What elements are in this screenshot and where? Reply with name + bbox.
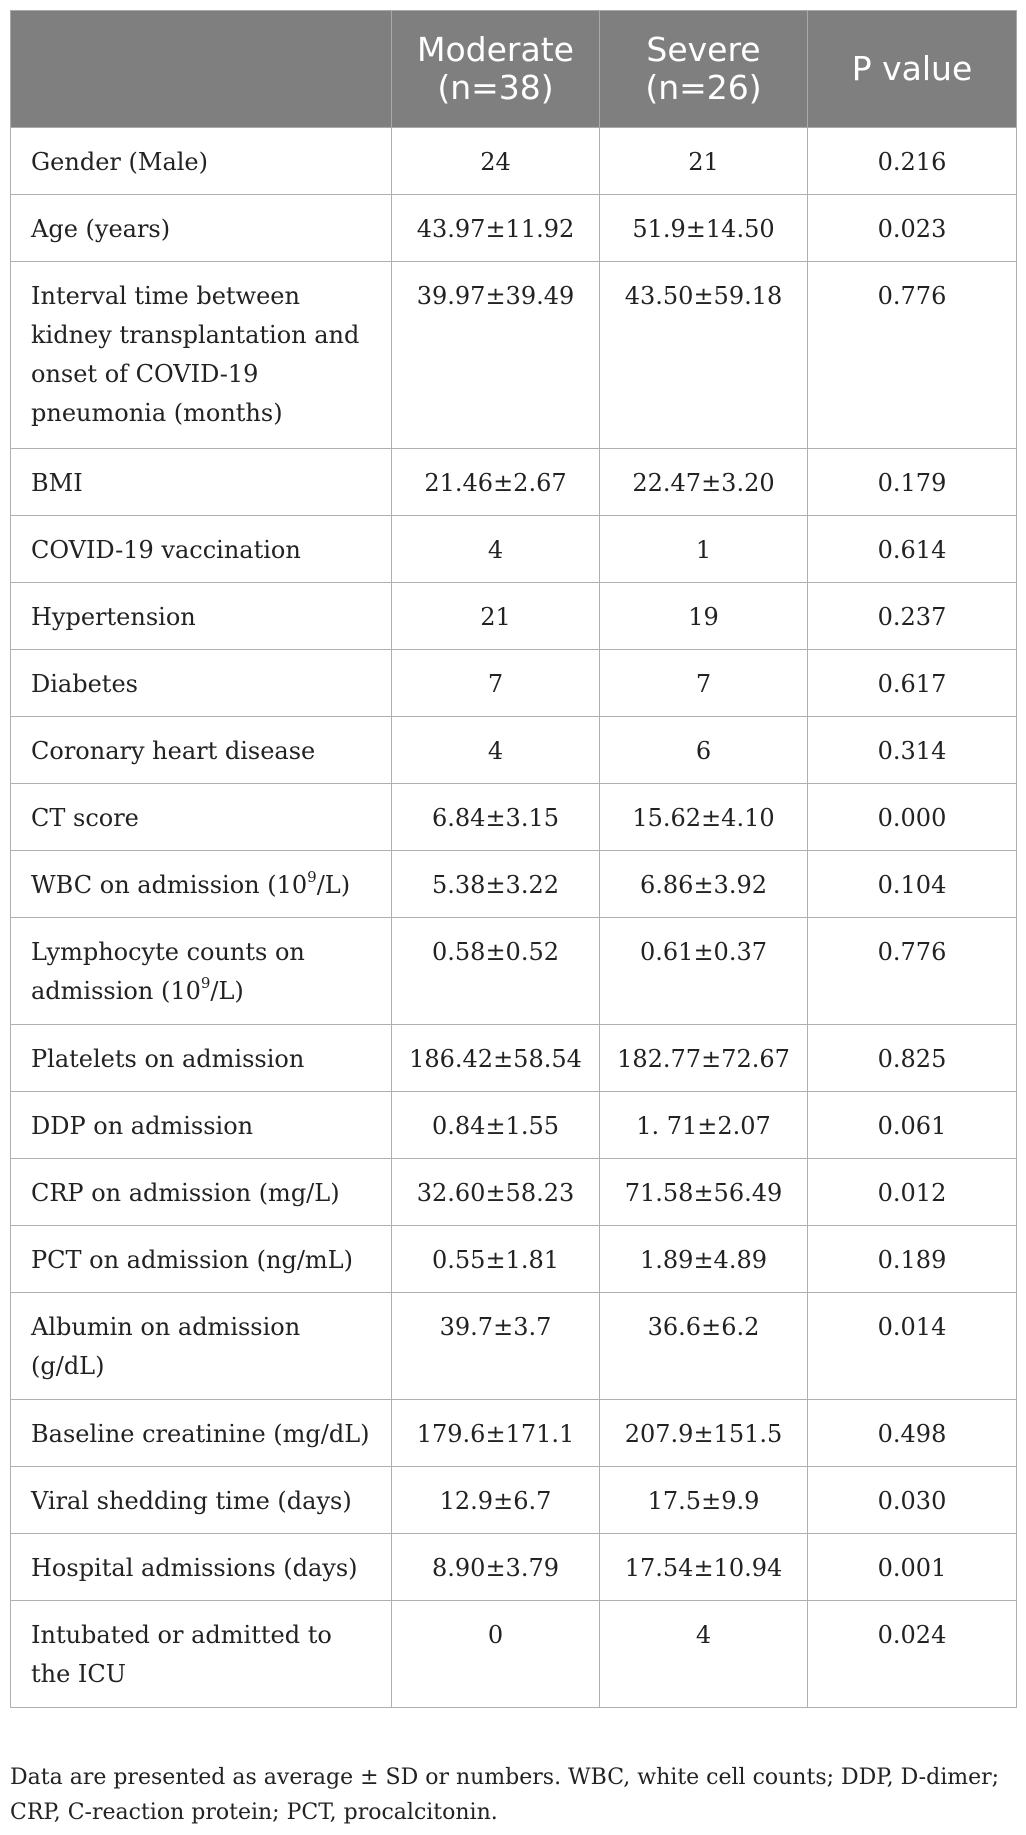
moderate-value: 24 <box>392 128 600 195</box>
table-row <box>11 195 1017 262</box>
severe-value: 22.47±3.20 <box>600 449 808 516</box>
row-label: Gender (Male) <box>11 128 392 195</box>
p-value: 0.237 <box>808 583 1017 650</box>
moderate-value: 0 <box>392 1601 600 1708</box>
moderate-value: 0.58±0.52 <box>392 918 600 1025</box>
moderate-value: 0.84±1.55 <box>392 1092 600 1159</box>
comparison-table <box>10 10 1017 1708</box>
table-footnote: Data are presented as average ± SD or numbers. WBC, white cell counts; DDP, D-dimer; CRP, C-reaction protein; PCT, procalcitonin. <box>10 1765 1000 1825</box>
row-label: PCT on admission (ng/mL) <box>11 1226 392 1293</box>
table-row <box>11 1534 1017 1601</box>
table-row <box>11 1400 1017 1467</box>
header-blank-cell <box>11 11 392 128</box>
row-label: Age (years) <box>11 195 392 262</box>
p-value: 0.014 <box>808 1293 1017 1400</box>
superscript: 9 <box>307 868 317 886</box>
p-value: 0.001 <box>808 1534 1017 1601</box>
superscript: 9 <box>200 974 211 992</box>
table-row <box>11 717 1017 784</box>
row-label: CT score <box>11 784 392 851</box>
header-row <box>11 11 1017 128</box>
row-label: Viral shedding time (days) <box>11 1467 392 1534</box>
row-label: Coronary heart disease <box>11 717 392 784</box>
p-value: 0.061 <box>808 1092 1017 1159</box>
table-row <box>11 1226 1017 1293</box>
table-row <box>11 128 1017 195</box>
severe-value: 17.5±9.9 <box>600 1467 808 1534</box>
severe-value: 1 <box>600 516 808 583</box>
row-label-unit: /L) <box>316 871 351 899</box>
table-row <box>11 650 1017 717</box>
row-label: Hospital admissions (days) <box>11 1534 392 1601</box>
p-value: 0.179 <box>808 449 1017 516</box>
moderate-value: 6.84±3.15 <box>392 784 600 851</box>
moderate-value: 8.90±3.79 <box>392 1534 600 1601</box>
moderate-value: 7 <box>392 650 600 717</box>
moderate-value: 179.6±171.1 <box>392 1400 600 1467</box>
row-label-text: Lymphocyte counts on admission (10 <box>31 938 305 1005</box>
table-row <box>11 262 1017 449</box>
p-value: 0.776 <box>808 262 1017 449</box>
p-value: 0.617 <box>808 650 1017 717</box>
moderate-value: 39.97±39.49 <box>392 262 600 449</box>
moderate-value: 12.9±6.7 <box>392 1467 600 1534</box>
table-row <box>11 851 1017 918</box>
moderate-value: 186.42±58.54 <box>392 1025 600 1092</box>
severe-value: 21 <box>600 128 808 195</box>
table-row <box>11 1092 1017 1159</box>
table-row <box>11 516 1017 583</box>
severe-value: 1. 71±2.07 <box>600 1092 808 1159</box>
p-value: 0.023 <box>808 195 1017 262</box>
p-value: 0.614 <box>808 516 1017 583</box>
table-row <box>11 1467 1017 1534</box>
header-severe-label: Severe <box>646 30 761 69</box>
p-value: 0.000 <box>808 784 1017 851</box>
p-value: 0.825 <box>808 1025 1017 1092</box>
moderate-value: 4 <box>392 516 600 583</box>
row-label <box>11 851 392 918</box>
p-value: 0.216 <box>808 128 1017 195</box>
table-row <box>11 1159 1017 1226</box>
moderate-value: 4 <box>392 717 600 784</box>
row-label <box>11 918 392 1025</box>
severe-value: 4 <box>600 1601 808 1708</box>
moderate-value: 0.55±1.81 <box>392 1226 600 1293</box>
row-label: DDP on admission <box>11 1092 392 1159</box>
moderate-value: 21.46±2.67 <box>392 449 600 516</box>
header-severe-n: (n=26) <box>645 68 762 107</box>
p-value: 0.030 <box>808 1467 1017 1534</box>
severe-value: 6.86±3.92 <box>600 851 808 918</box>
severe-value: 0.61±0.37 <box>600 918 808 1025</box>
p-value: 0.012 <box>808 1159 1017 1226</box>
row-label: Platelets on admission <box>11 1025 392 1092</box>
row-label: Interval time between kidney transplantation and onset of COVID-19 pneumonia (months) <box>11 262 392 449</box>
p-value: 0.024 <box>808 1601 1017 1708</box>
moderate-value: 43.97±11.92 <box>392 195 600 262</box>
p-value: 0.104 <box>808 851 1017 918</box>
severe-value: 19 <box>600 583 808 650</box>
row-label: Diabetes <box>11 650 392 717</box>
table-body <box>11 128 1017 1708</box>
severe-value: 51.9±14.50 <box>600 195 808 262</box>
moderate-value: 21 <box>392 583 600 650</box>
row-label: Hypertension <box>11 583 392 650</box>
table-row <box>11 1601 1017 1708</box>
p-value: 0.498 <box>808 1400 1017 1467</box>
header-pvalue: P value <box>808 11 1017 128</box>
row-label: COVID-19 vaccination <box>11 516 392 583</box>
table-row <box>11 918 1017 1025</box>
table-row <box>11 784 1017 851</box>
row-label: Intubated or admitted to the ICU <box>11 1601 392 1708</box>
header-severe <box>600 11 808 128</box>
severe-value: 15.62±4.10 <box>600 784 808 851</box>
severe-value: 182.77±72.67 <box>600 1025 808 1092</box>
severe-value: 207.9±151.5 <box>600 1400 808 1467</box>
moderate-value: 39.7±3.7 <box>392 1293 600 1400</box>
severe-value: 1.89±4.89 <box>600 1226 808 1293</box>
severe-value: 36.6±6.2 <box>600 1293 808 1400</box>
table-row <box>11 449 1017 516</box>
table-container <box>10 10 1016 1708</box>
row-label-text: WBC on admission (10 <box>31 871 308 899</box>
row-label: BMI <box>11 449 392 516</box>
header-moderate <box>392 11 600 128</box>
header-moderate-label: Moderate <box>417 30 574 69</box>
row-label: CRP on admission (mg/L) <box>11 1159 392 1226</box>
table-row <box>11 583 1017 650</box>
table-header <box>11 11 1017 128</box>
severe-value: 6 <box>600 717 808 784</box>
severe-value: 17.54±10.94 <box>600 1534 808 1601</box>
header-moderate-n: (n=38) <box>437 68 554 107</box>
severe-value: 7 <box>600 650 808 717</box>
row-label-unit: /L) <box>210 977 244 1005</box>
table-row <box>11 1293 1017 1400</box>
moderate-value: 5.38±3.22 <box>392 851 600 918</box>
row-label: Albumin on admission (g/dL) <box>11 1293 392 1400</box>
severe-value: 71.58±56.49 <box>600 1159 808 1226</box>
p-value: 0.314 <box>808 717 1017 784</box>
row-label: Baseline creatinine (mg/dL) <box>11 1400 392 1467</box>
table-row <box>11 1025 1017 1092</box>
p-value: 0.189 <box>808 1226 1017 1293</box>
severe-value: 43.50±59.18 <box>600 262 808 449</box>
p-value: 0.776 <box>808 918 1017 1025</box>
moderate-value: 32.60±58.23 <box>392 1159 600 1226</box>
